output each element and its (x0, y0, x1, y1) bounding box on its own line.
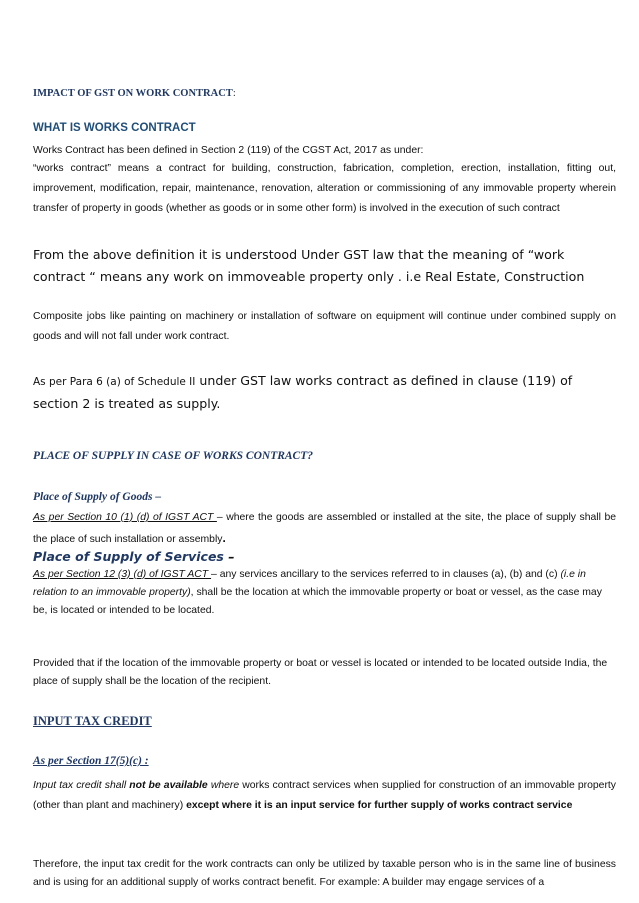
therefore-paragraph: Therefore, the input tax credit for the work contracts can only be utilized by taxable person who is in the same line of business and is using for an additional supply of works contract benefit. For example: A builder may engage services of a (33, 859, 616, 888)
services-text-1: – any services ancillary to the services referred to in clauses (a), (b) and (c) (211, 569, 561, 580)
main-title: IMPACT OF GST ON WORK CONTRACT (33, 88, 233, 99)
itc-part-1: Input tax credit shall (33, 780, 130, 791)
itc-exception: except where it is an input service for further supply of works contract service (186, 800, 573, 811)
proviso-paragraph: Provided that if the location of the immovable property or boat or vessel is located or intended to be located outside India, the place of supply shall be the location of the recipient. (33, 658, 608, 687)
definition-paragraph: “works contract” means a contract for building, construction, fabrication, completion, erection, installation, fitting out, improvement, modification, repair, maintenance, renovation, alteration or commissioning of any immovable property wherein transfer of property in goods (whether as goods or in some other form) is involved in the execution of such contract (33, 163, 616, 214)
para6-ref: As per Para 6 (a) of Schedule II (33, 376, 196, 388)
definition-intro: Works Contract has been defined in Section 2 (119) of the CGST Act, 2017 as under: (33, 145, 424, 156)
services-subheading: Place of Supply of Services (33, 549, 224, 564)
input-tax-credit-heading: INPUT TAX CREDIT (33, 714, 152, 728)
composite-paragraph: Composite jobs like painting on machinery or installation of software on equipment will continue under combined supply on goods and will not fall under work contract. (33, 311, 616, 342)
services-subheading-line (33, 549, 616, 564)
services-paragraph (33, 566, 616, 620)
place-of-supply-heading: PLACE OF SUPPLY IN CASE OF WORKS CONTRACT? (33, 450, 314, 462)
goods-section-ref: As per Section 10 (1) (d) of IGST ACT (33, 512, 217, 523)
main-title-line (33, 88, 616, 99)
works-contract-heading: WHAT IS WORKS CONTRACT (33, 122, 196, 134)
services-text-2: , shall be the location at which the immovable property or boat or vessel, as the case may be, is located or intended to be located. (33, 587, 602, 616)
services-italic: (i.e in relation to an immovable property) (33, 569, 586, 598)
services-section-ref: As per Section 12 (3) (d) of IGST ACT (33, 569, 212, 580)
goods-text: – where the goods are assembled or installed at the site, the place of supply shall be the place of such installation or assembly (33, 512, 617, 545)
goods-paragraph (33, 508, 616, 550)
itc-part-4: works contract services when supplied for construction of an immovable property (other than plant and machinery) (33, 780, 617, 811)
section-17-heading: As per Section 17(5)(c) : (33, 755, 149, 767)
para6-text: under GST law works contract as defined in clause (119) of section 2 is treated as supply. (33, 373, 573, 411)
goods-period: . (222, 531, 226, 545)
itc-paragraph (33, 776, 616, 816)
itc-not-available: not be available (129, 780, 208, 791)
understood-paragraph: From the above definition it is understood Under GST law that the meaning of “work contract “ means any work on immoveable property only . i.e Real Estate, Construction (33, 247, 585, 284)
main-title-colon: : (232, 88, 236, 99)
goods-subheading: Place of Supply of Goods – (33, 491, 162, 503)
services-dash: – (223, 549, 235, 564)
para6-paragraph (33, 370, 616, 415)
itc-part-3: where (207, 780, 240, 791)
